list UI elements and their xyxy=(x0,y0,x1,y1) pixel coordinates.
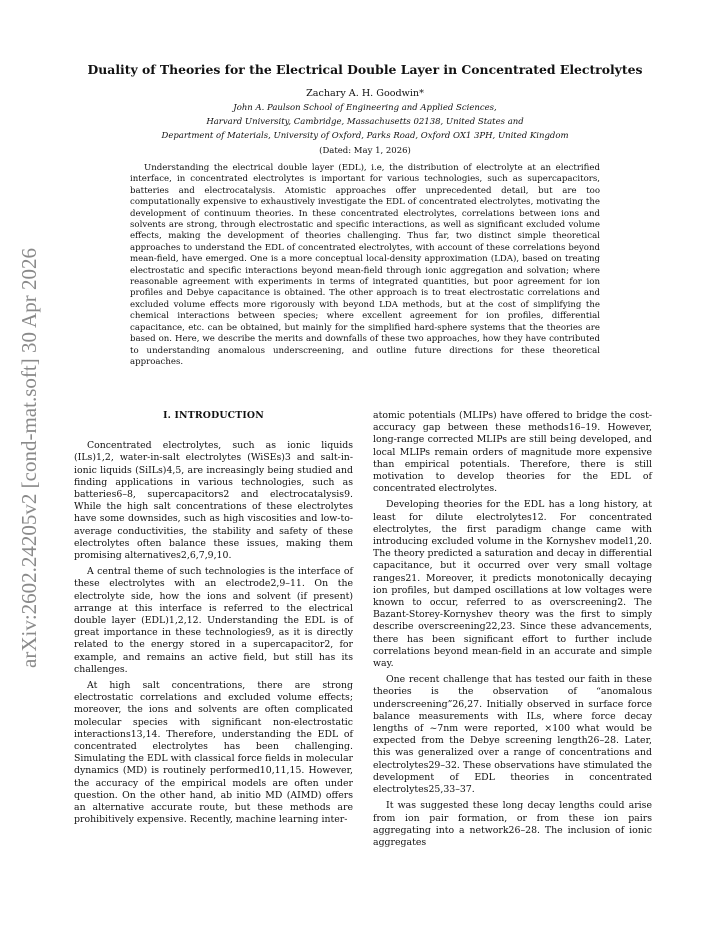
paper-title: Duality of Theories for the Electrical Double Layer in Concentrated Electrolytes xyxy=(87,62,643,77)
paragraph: Concentrated electrolytes, such as ionic liquids (ILs)1,2, water-in-salt electrolytes (WiSEs)3 and salt-in-ionic liquids (SiILs)4,5, are increasingly being studied and finding applications in various technologies, such as batteries6–8, supercapacitors2 and electrocatalysis9. While the high salt concentrations of these electrolytes have some downsides, such as high viscosities and low-to-average conductivities, the stability and safety of these electrolytes often balance these issues, making them promising alternatives2,6,7,9,10. xyxy=(74,440,353,562)
author-name: Zachary A. H. Goodwin* xyxy=(306,88,424,99)
paragraph: atomic potentials (MLIPs) have offered to bridge the cost-accuracy gap between these methods16–19. However, long-range corrected MLIPs are still being developed, and local MLIPs remain orders of magnitude more expensive than empirical potentials. Therefore, there is still motivation to develop theories for the EDL of concentrated electrolytes. xyxy=(373,410,652,495)
date-line: (Dated: May 1, 2026) xyxy=(319,146,411,156)
abstract: Understanding the electrical double layer (EDL), i.e, the distribution of electrolyte at an electrified interface, in concentrated electrolytes is important for various technologies, such as supercapacitors, batteries and electrocatalysis. Atomistic approaches offer unprecedented detail, but are too computationally expensive to exhaustively investigate the EDL of concentrated electrolytes, motivating the development of continuum theories. In these concentrated electrolytes, correlations between ions and solvents are strong, through electrostatic and specific interactions, as well as significant excluded volume effects, making the development of theories challenging. Thus far, two distinct simple theoretical approaches to understand the EDL of concentrated electrolytes, with account of these correlations beyond mean-field, have emerged. One is a more conceptual local-density approximation (LDA), based on treating electrostatic and specific interactions beyond mean-field through ionic aggregation and solvation; where reasonable agreement with experiments in terms of integrated quantities, but poor agreement for ion profiles and Debye capacitance is obtained. The other approach is to treat electrostatic correlations and excluded volume effects more rigorously with beyond LDA methods, but at the cost of simplifying the chemical interactions between species; where excellent agreement for ion profiles, differential capacitance, etc. can be obtained, but mainly for the simplified hard-sphere systems that the theories are based on. Here, we describe the merits and downfalls of these two approaches, how they have contributed to understanding anomalous underscreening, and outline future directions for these theoretical approaches. xyxy=(130,163,600,367)
paragraph: One recent challenge that has tested our faith in these theories is the observation of “anomalous underscreening”26,27. Initially observed in surface force balance measurements with ILs, where force decay lengths of ~7nm were reported, ×100 what would be expected from the Debye screening length26–28. Later, this was generalized over a range of concentrations and electrolytes29–32. These observations have stimulated the development of EDL theories in concentrated electrolytes25,33–37. xyxy=(373,674,652,796)
affiliation-line-2: Harvard University, Cambridge, Massachusetts 02138, United States and xyxy=(206,117,524,127)
left-column xyxy=(74,406,353,831)
paragraph: It was suggested these long decay lengths could arise from ion pair formation, or from these ion pairs aggregating into a network26–28. The inclusion of ionic aggregates xyxy=(373,800,652,848)
affiliation-line-3: Department of Materials, University of Oxford, Parks Road, Oxford OX1 3PH, United Kingdom xyxy=(161,131,569,141)
right-column xyxy=(373,410,652,853)
section-heading: I. INTRODUCTION xyxy=(163,410,264,421)
paragraph: At high salt concentrations, there are strong electrostatic correlations and excluded volume effects; moreover, the ions and solvents are often complicated molecular species with significant non-electrostatic interactions13,14. Therefore, understanding the EDL of concentrated electrolytes has been challenging. Simulating the EDL with classical force fields in molecular dynamics (MD) is routinely performed10,11,15. However, the accuracy of the empirical models are often under question. On the other hand, ab initio MD (AIMD) offers an alternative accurate route, but these methods are prohibitively expensive. Recently, machine learning inter- xyxy=(74,680,353,826)
arxiv-side-stamp xyxy=(10,200,46,670)
affiliation-line-1: John A. Paulson School of Engineering and Applied Sciences, xyxy=(233,103,497,113)
paragraph: A central theme of such technologies is the interface of these electrolytes with an electrode2,9–11. On the electrolyte side, how the ions and solvent (if present) arrange at this interface is referred to the electrical double layer (EDL)1,2,12. Understanding the EDL is of great importance in these technologies9, as it is directly related to the energy stored in a supercapacitor2, for example, and remains an active field, but still has its challenges. xyxy=(74,566,353,675)
arxiv-identifier: arXiv:2602.24205v2 [cond-mat.soft] 30 Apr 2026 xyxy=(17,248,41,668)
paragraph: Developing theories for the EDL has a long history, at least for dilute electrolytes12. For concentrated electrolytes, the first paradigm change came with introducing excluded volume in the Kornyshev model1,20. The theory predicted a saturation and decay in differential capacitance, but it occurred over very small voltage ranges21. Moreover, it predicts monotonically decaying ion profiles, but damped oscillations at low voltages were known to occur, referred to as overscreening2. The Bazant-Storey-Kornyshev theory was the first to simply describe overscreening22,23. Since these advancements, there has been significant effort to further include correlations beyond mean-field in an accurate and simple way. xyxy=(373,499,652,670)
